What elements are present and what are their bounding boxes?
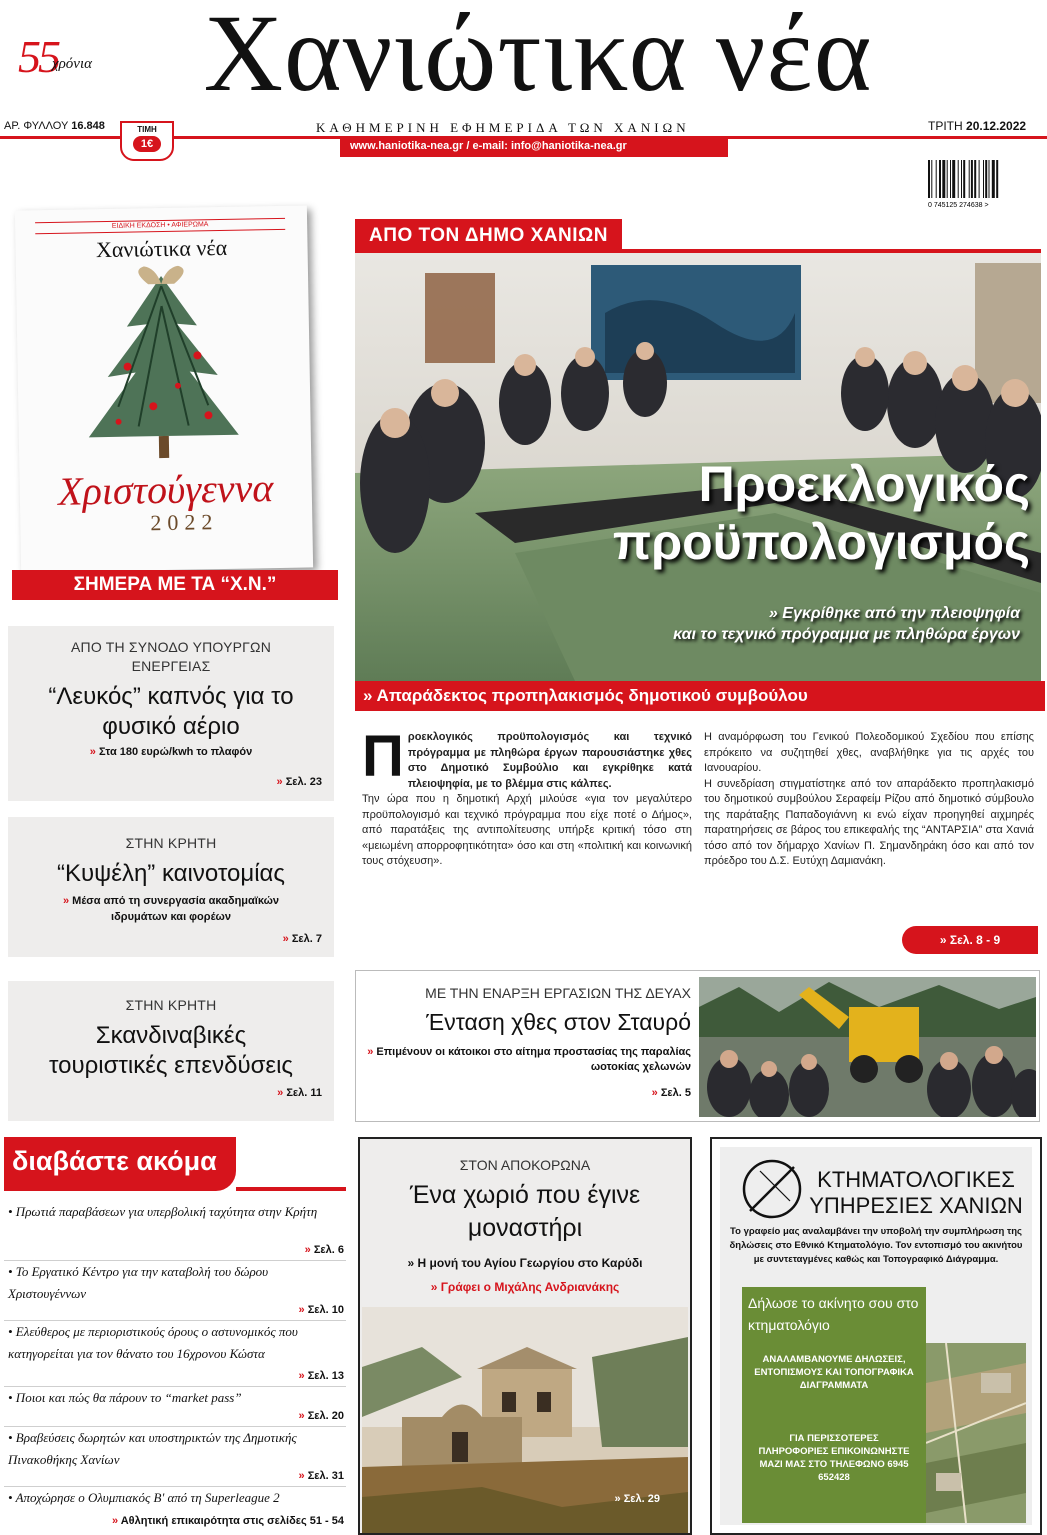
read-more-item[interactable]: • Ποιοι και πώς θα πάρουν το “market pass” » Σελ. 20	[4, 1387, 346, 1427]
supplement-banner: ΣΗΜΕΡΑ ΜΕ ΤΑ “Χ.Ν.”	[12, 570, 338, 600]
main-section-header	[355, 219, 1041, 253]
page-ref: » Αθλητική επικαιρότητα στις σελίδες 51 - 54	[111, 1515, 344, 1527]
supplement-band: ΕΙΔΙΚΗ ΕΚΔΟΣΗ • ΑΦΙΕΡΩΜΑ	[35, 218, 285, 234]
main-headline: Προεκλογικός προϋπολογισμός	[612, 456, 1030, 570]
story-headline: “Λευκός” καπνός για το φυσικό αέριο	[48, 683, 294, 740]
page-ref: » Σελ. 20	[298, 1410, 344, 1422]
article-body: Η συνεδρίαση στιγματίστηκε από τον απαράδεκτο προπηλακισμό του δημοτικού συμβούλου Σεραφείμ Ρίζου από δημοτικό σύμβουλο της παράταξης Παπαδογιάννη κι ενώ είχαν προηγηθεί αιχμηρές παρατηρήσεις σε βάρος του επικεφαλής της “ΑΝΤΑΡΣΙΑ” στα Χανιά τόσο από τον δήμαρχο Χανίων Π. Σημανδηράκη όσο και από τον πρόεδρο του Δ.Σ. Ευτύχη Δαμιανάκη.	[704, 777, 1034, 867]
read-more-box	[4, 1137, 346, 1535]
ad-contact: ΓΙΑ ΠΕΡΙΣΣΟΤΕΡΕΣ ΠΛΗΡΟΦΟΡΙΕΣ ΕΠΙΚΟΙΝΩΝΗΣΤΕ ΜΑΖΙ ΜΑΣ ΣΤΟ ΤΗΛΕΦΩΝΟ 6945 652428	[758, 1433, 910, 1483]
story-kicker: ΣΤΗΝ ΚΡΗΤΗ	[125, 997, 217, 1013]
page-ref[interactable]: » Σελ. 23	[276, 776, 322, 788]
ad-banner: Δήλωσε το ακίνητο σου στο κτηματολόγιο	[742, 1287, 926, 1341]
story-sub: » Επιμένουν οι κάτοικοι στο αίτημα προστασίας της παραλίας ωοτοκίας χελωνών	[367, 1046, 691, 1073]
read-more-item[interactable]: • Το Εργατικό Κέντρο για την καταβολή του δώρου Χριστουγέννων » Σελ. 10	[4, 1261, 346, 1321]
article-body: Την ώρα που η δημοτική Αρχή μιλούσε «για τον μεγαλύτερο προϋπολογισμό και τεχνικό πρόγραμμα που είχε ποτέ ο Δήμος», από παρατάξεις της αντιπολίτευσης υπήρξε κριτική τόσο στη «μειωμένη απορροφητικότητα» όσο και στη «πολιτική και κοινωνική τους στόχευση».	[362, 793, 692, 867]
newspaper-title: Χανιώτικα νέα	[203, 0, 873, 114]
story-sub: » Μέσα από τη συνεργασία ακαδημαϊκών ιδρυμάτων και φορέων	[62, 895, 280, 923]
ad-services: ΑΝΑΛΑΜΒΑΝΟΥΜΕ ΔΗΛΩΣΕΙΣ, ΕΝΤΟΠΙΣΜΟΥΣ ΚΑΙ ΤΟΠΟΓΡΑΦΙΚΑ ΔΙΑΓΡΑΜΜΑΤΑ	[754, 1354, 914, 1391]
website-link[interactable]: www.haniotika-nea.gr / e-mail: info@haniotika-nea.gr	[350, 140, 627, 152]
left-story-gas[interactable]	[8, 626, 334, 801]
story-author: » Γράφει ο Μιχάλης Ανδριανάκης	[430, 1280, 620, 1294]
story-kicker: ΣΤΗΝ ΚΡΗΤΗ	[125, 835, 217, 851]
story-headline: Σκανδιναβικές τουριστικές επενδύσεις	[48, 1022, 293, 1079]
tagline: ΚΑΘΗΜΕΡΙΝΗ ΕΦΗΜΕΡΙΔΑ ΤΩΝ ΧΑΝΙΩΝ	[316, 120, 690, 135]
cadastre-ad[interactable]	[710, 1137, 1042, 1535]
left-story-kypseli[interactable]	[8, 817, 334, 957]
page-ref[interactable]: » Σελ. 11	[277, 1087, 322, 1099]
story-sub: » Η μονή του Αγίου Γεωργίου στο Καρύδι	[407, 1256, 643, 1270]
read-more-item[interactable]: • Ελεύθερος με περιοριστικούς όρους ο αστυνομικός που κατηγορείται για τον θάνατο του 16χρονου Κώστα » Σελ. 13	[4, 1321, 346, 1387]
issue-date: ΤΡΙΤΗ 20.12.2022	[928, 119, 1027, 133]
anniversary-word: χρόνια	[52, 56, 92, 72]
story-headline: “Κυψέλη” καινοτομίας	[57, 860, 285, 887]
page-ref: » Σελ. 10	[298, 1304, 344, 1316]
christmas-tree-icon	[56, 264, 269, 468]
barcode-digits: 0 745125 274638 >	[928, 202, 989, 208]
aerial-map-image	[926, 1343, 1026, 1523]
story-kicker: ΣΤΟΝ ΑΠΟΚΟΡΩΝΑ	[459, 1157, 591, 1173]
ad-services-panel	[742, 1341, 926, 1523]
read-more-title: διαβάστε ακόμα	[4, 1137, 236, 1191]
supplement-year: 2022	[150, 509, 219, 536]
supplement-title: Χανιώτικα νέα	[95, 234, 228, 263]
supplement-cover[interactable]	[15, 205, 313, 572]
price-badge: ΤΙΜΗ 1€	[120, 121, 174, 161]
anniversary-logo	[8, 30, 96, 100]
story-kicker: ΜΕ ΤΗΝ ΕΝΑΡΞΗ ΕΡΓΑΣΙΩΝ ΤΗΣ ΔΕΥΑΧ	[425, 985, 691, 1001]
page-ref[interactable]: » Σελ. 7	[282, 933, 322, 945]
secondary-headline: » Απαράδεκτος προπηλακισμός δημοτικού συμβούλου	[355, 681, 1045, 711]
page-ref: » Σελ. 13	[298, 1370, 344, 1382]
cadastre-logo-icon	[740, 1157, 804, 1221]
article-body: Η αναμόρφωση του Γενικού Πολεοδομικού Σχεδίου που επίσης επρόκειτο να συζητηθεί χθες, αναβλήθηκε για τις αρχές του Ιανουαρίου.	[704, 731, 1034, 774]
ad-body: Το γραφείο μας αναλαμβάνει την υποβολή την συμπλήρωση της δηλώσεις στο Εθνικό Κτηματολόγιο. Τον εντοπισμό του ακινήτου με συντεταγμένες καθώς και Τοπογραφικό Διάγραμμα.	[729, 1226, 1023, 1265]
story-headline: Ένταση χθες στον Σταυρό	[426, 1009, 691, 1035]
story-kicker: ΑΠΟ ΤΗ ΣΥΝΟΔΟ ΥΠΟΥΡΓΩΝ ΕΝΕΡΓΕΙΑΣ	[70, 639, 272, 674]
anniversary-number: 55	[18, 31, 58, 82]
article-lead: ροεκλογικός προϋπολογισμός και τεχνικό πρόγραμμα με πληθώρα έργων παρουσιάστηκε χθες στο Δημοτικό Συμβούλιο και εγκρίθηκε κατά πλειοψηφία, με το βλέμμα στις κάλπες.	[407, 731, 692, 790]
ad-title: ΚΤΗΜΑΤΟΛΟΓΙΚΕΣ ΥΠΗΡΕΣΙΕΣ ΧΑΝΙΩΝ	[809, 1167, 1023, 1218]
excavator-photo	[699, 977, 1036, 1117]
page-ref[interactable]: » Σελ. 5	[651, 1087, 691, 1099]
read-more-item[interactable]: • Βραβεύσεις δωρητών και υποστηρικτών της Δημοτικής Πινακοθήκης Χανίων » Σελ. 31	[4, 1427, 346, 1487]
supplement-xmas: Χριστούγεννα	[57, 465, 274, 514]
stavros-story[interactable]	[355, 970, 1040, 1122]
left-story-scandinavian[interactable]	[8, 981, 334, 1121]
main-subheadline: » Εγκρίθηκε από την πλειοψηφία και το τεχνικό πρόγραμμα με πληθώρα έργων	[673, 605, 1020, 643]
read-more-item[interactable]: • Πρωτιά παραβάσεων για υπερβολική ταχύτητα στην Κρήτη » Σελ. 6	[4, 1201, 346, 1261]
section-label: ΑΠΟ ΤΟΝ ΔΗΜΟ ΧΑΝΙΩΝ	[355, 219, 622, 253]
apokoronas-story[interactable]	[358, 1137, 692, 1535]
issue-number: ΑΡ. ΦΥΛΛΟΥ 16.848	[4, 120, 105, 132]
drop-cap: Π	[362, 724, 404, 789]
story-headline: Ένα χωριό που έγινε μοναστήρι	[409, 1181, 641, 1242]
read-more-item[interactable]: • Αποχώρησε ο Ολυμπιακός Β' από τη Superleague 2 » Αθλητική επικαιρότητα στις σελίδες 51 - 54	[8, 1490, 344, 1527]
page-ref: » Σελ. 31	[298, 1470, 344, 1482]
main-page-ref[interactable]: » Σελ. 8 - 9	[902, 926, 1038, 954]
article-column-1	[362, 724, 692, 870]
page-ref: » Σελ. 6	[304, 1244, 344, 1256]
barcode	[926, 160, 1036, 208]
article-column-2	[704, 730, 1034, 870]
story-sub: » Στα 180 ευρώ/kwh το πλαφόν	[89, 746, 253, 758]
page-ref[interactable]: » Σελ. 29	[614, 1493, 660, 1505]
